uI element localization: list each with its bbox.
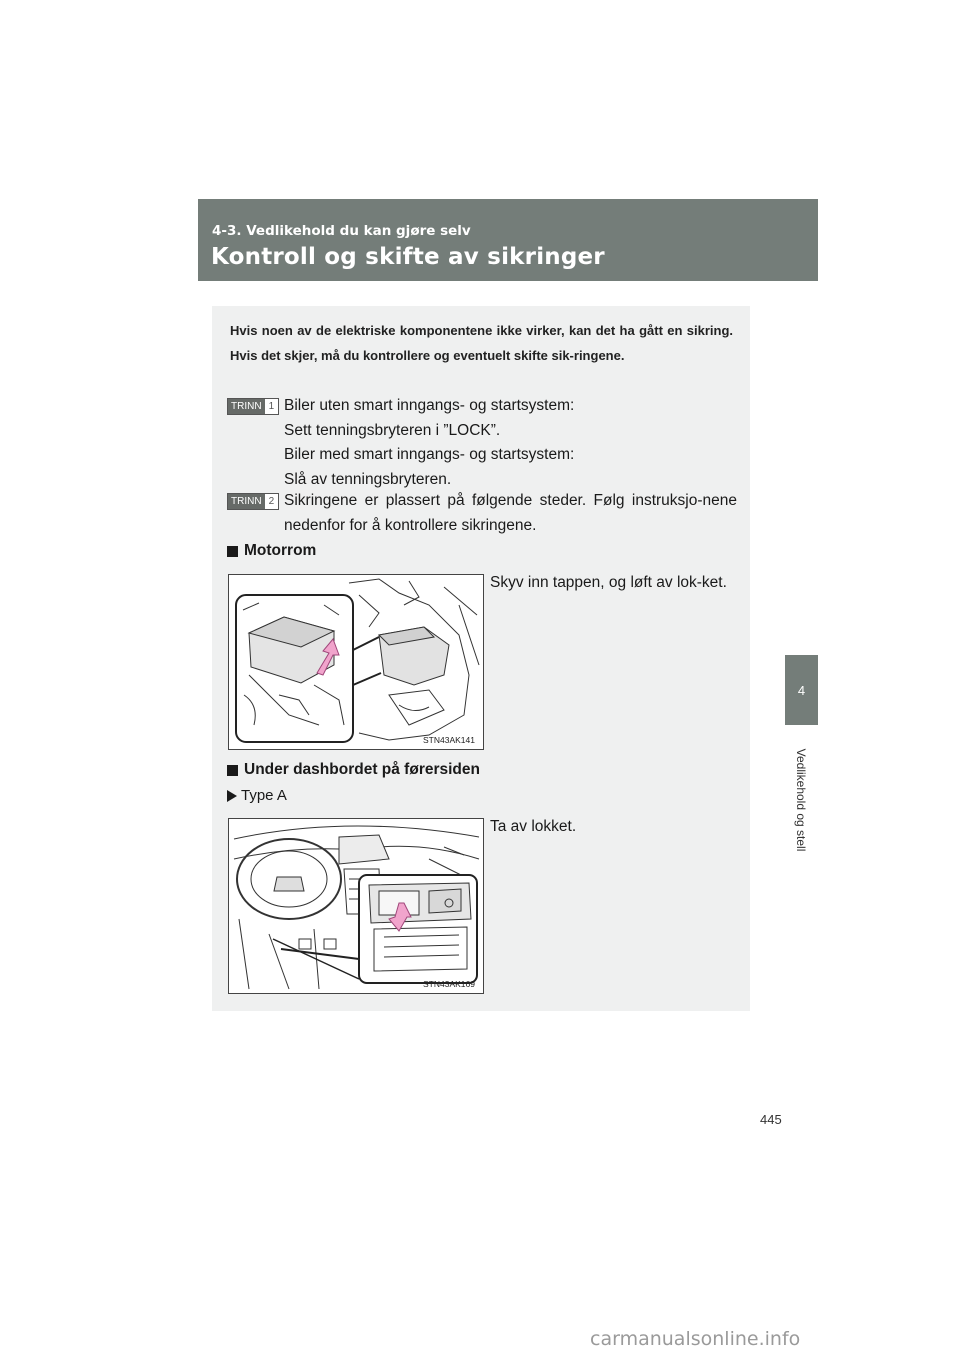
dashboard-fuse-box-figure [228,818,484,994]
step-badge-word: TRINN [228,494,265,509]
heading-bullet-icon [227,546,238,557]
section-heading-engine-room [227,542,316,560]
intro-paragraph: Hvis noen av de elektriske komponentene ikke virker, kan det ha gått en sikring. Hvis det skjer, må du kontrollere og eventuelt skifte sik-ringene. [230,323,733,363]
chapter-side-label [791,748,811,852]
page-number: 445 [760,1112,782,1127]
watermark[interactable]: carmanualsonline.info [590,1328,801,1350]
dashboard-fuse-box-illustration-icon [229,819,483,993]
type-label [227,787,287,804]
figure-caption: STN43AK169 [423,979,475,989]
engine-fuse-box-figure [228,574,484,750]
step-1-line: Biler uten smart inngangs- og startsystem: [284,397,575,414]
step-badge-number: 2 [268,496,275,507]
chapter-label-text: Vedlikehold og stell [794,748,808,852]
step-badge-number: 1 [268,401,275,412]
section-heading-text: Motorrom [244,542,317,559]
step-badge-word: TRINN [228,399,265,414]
triangle-pointer-icon [227,790,237,802]
figure-caption: STN43AK141 [423,735,475,745]
chapter-tab[interactable] [785,655,818,725]
step-2-text [284,489,737,538]
step-1-badge [227,398,279,415]
chapter-number: 4 [797,682,806,698]
heading-bullet-icon [227,765,238,776]
engine-fuse-box-illustration-icon [229,575,483,749]
step-1-line: Slå av tenningsbryteren. [284,470,452,488]
step-2-paragraph: Sikringene er plassert på følgende steder. Følg instruksjo-nene nedenfor for å kontrollere sikringene. [284,492,737,534]
dashboard-instruction: Ta av lokket. [490,818,577,835]
engine-room-instruction: Skyv inn tappen, og løft av lok-ket. [490,574,727,591]
step-1-text [284,394,737,492]
step-1-line: Sett tenningsbryteren i ”LOCK”. [284,421,501,439]
section-heading-text: Under dashbordet på førersiden [244,761,480,778]
type-label-text: Type A [241,787,287,804]
chapter-header [198,199,818,281]
content-panel [212,306,750,1011]
section-label: 4-3. Vedlikehold du kan gjøre selv [212,223,471,239]
section-heading-under-dashboard [227,761,480,779]
step-2-badge [227,493,279,510]
page-title: Kontroll og skifte av sikringer [211,244,605,270]
step-1-line: Biler med smart inngangs- og startsystem: [284,446,575,463]
